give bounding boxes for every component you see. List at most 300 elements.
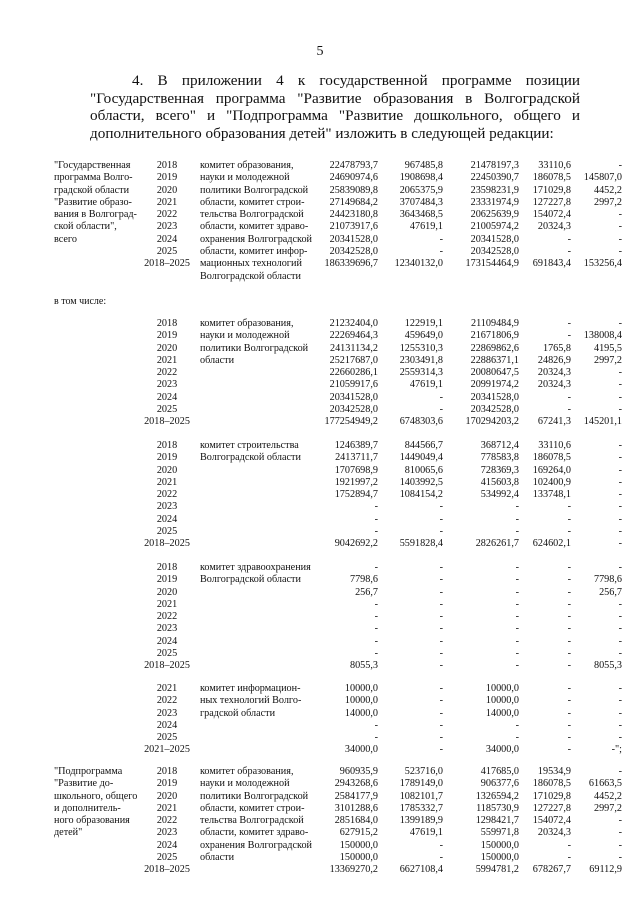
federal-column-cell: 2065375,9 bbox=[399, 184, 443, 196]
federal-column-cell: 810065,6 bbox=[404, 464, 443, 476]
executor-name-cell: мационных технологий bbox=[200, 258, 302, 270]
year-column-cell: 2021 bbox=[156, 683, 178, 694]
local-column-cell: 691843,4 bbox=[532, 258, 571, 270]
total-column bbox=[300, 766, 378, 877]
regional-column-cell: 170294203,2 bbox=[465, 416, 519, 428]
federal-column-cell: 2303491,8 bbox=[399, 354, 443, 366]
extrabudget-column-cell: 256,7 bbox=[599, 586, 622, 598]
extrabudget-column-cell: - bbox=[618, 318, 622, 329]
local-column-cell: - bbox=[567, 623, 571, 635]
local-column-cell: 20324,3 bbox=[537, 827, 571, 839]
year-column-cell: 2022 bbox=[156, 611, 178, 623]
extrabudget-column-cell: - bbox=[618, 839, 622, 851]
federal-column-cell: 47619,1 bbox=[409, 379, 443, 391]
extrabudget-column-cell: - bbox=[618, 513, 622, 525]
extrabudget-column bbox=[568, 440, 622, 551]
local-column-cell: 678267,7 bbox=[532, 864, 571, 876]
total-column-cell: 20342528,0 bbox=[329, 404, 378, 416]
local-column-cell: 19534,9 bbox=[537, 766, 571, 777]
executor-name-cell: области, комитет строи- bbox=[200, 196, 305, 208]
regional-column-cell: - bbox=[515, 635, 519, 647]
local-column-cell: 169264,0 bbox=[532, 464, 571, 476]
total-column-cell: - bbox=[374, 501, 378, 513]
executor-name-cell: области, комитет строи- bbox=[200, 802, 305, 814]
federal-column-cell: 1789149,0 bbox=[399, 778, 443, 790]
executor-name-cell: градской области bbox=[200, 707, 276, 719]
local-column-cell: - bbox=[567, 501, 571, 513]
total-column-cell: 186339696,7 bbox=[324, 258, 378, 270]
federal-column-cell: - bbox=[439, 635, 443, 647]
total-column bbox=[300, 683, 378, 757]
year-column-cell: 2022 bbox=[156, 209, 178, 221]
local-column bbox=[518, 562, 571, 673]
regional-column-cell: 728369,3 bbox=[480, 464, 519, 476]
regional-column bbox=[443, 318, 519, 429]
total-column-cell: 1752894,7 bbox=[334, 489, 378, 501]
federal-column-cell: 3643468,5 bbox=[399, 209, 443, 221]
federal-column-cell: - bbox=[439, 391, 443, 403]
total-column-cell: 1707698,9 bbox=[334, 464, 378, 476]
program-name-cell: "Развитие до- bbox=[54, 778, 114, 790]
executor-name-cell: науки и молодежной bbox=[200, 330, 290, 342]
intro-paragraph: 4. В приложении 4 к государственной программе позиции "Государственная программа "Развитие образования в Волгоградской области, всего" и "Подпрограмма "Развитие дошкольного, общего и дополнительного образования детей" изложить в следующей редакции: bbox=[90, 72, 580, 142]
year-column-cell: 2023 bbox=[156, 501, 178, 513]
regional-column-cell: 23598231,9 bbox=[470, 184, 519, 196]
total-column-cell: 177254949,2 bbox=[324, 416, 378, 428]
federal-column-cell: - bbox=[439, 744, 443, 756]
extrabudget-column-cell: - bbox=[618, 695, 622, 707]
total-column-cell: 22269464,3 bbox=[329, 330, 378, 342]
extrabudget-column-cell: 2997,2 bbox=[593, 802, 622, 814]
federal-column-cell: 1399189,9 bbox=[399, 815, 443, 827]
extrabudget-column-cell: - bbox=[618, 160, 622, 171]
executor-name-cell: комитет здравоохранения bbox=[200, 562, 311, 573]
regional-column-cell: 22450390,7 bbox=[470, 172, 519, 184]
year-column-cell: 2018–2025 bbox=[144, 660, 190, 672]
total-column-cell: - bbox=[374, 562, 378, 573]
year-column-cell: 2018 bbox=[156, 440, 178, 451]
extrabudget-column bbox=[568, 683, 622, 757]
regional-column-cell: 5994781,2 bbox=[475, 864, 519, 876]
executor-name-cell: охранения Волгоградской bbox=[200, 233, 312, 245]
year-column-cell: 2018–2025 bbox=[144, 538, 190, 550]
local-column-cell: 624602,1 bbox=[532, 538, 571, 550]
total-column-cell: 150000,0 bbox=[339, 839, 378, 851]
extrabudget-column-cell: - bbox=[618, 464, 622, 476]
year-column-cell: 2019 bbox=[156, 330, 178, 342]
extrabudget-column-cell: - bbox=[618, 815, 622, 827]
extrabudget-column-cell: 4452,2 bbox=[593, 184, 622, 196]
year-column-cell: 2025 bbox=[156, 852, 178, 864]
federal-column bbox=[380, 683, 443, 757]
year-column-cell: 2018–2025 bbox=[144, 258, 190, 270]
extrabudget-column-cell: - bbox=[618, 766, 622, 777]
year-column-cell: 2021–2025 bbox=[144, 744, 190, 756]
federal-column-cell: - bbox=[439, 526, 443, 538]
local-column-cell: - bbox=[567, 513, 571, 525]
regional-column-cell: 415603,8 bbox=[480, 476, 519, 488]
federal-column-cell: - bbox=[439, 562, 443, 573]
year-column-cell: 2023 bbox=[156, 827, 178, 839]
extrabudget-column-cell: 2997,2 bbox=[593, 196, 622, 208]
local-column bbox=[518, 160, 571, 271]
regional-column-cell: 20342528,0 bbox=[470, 246, 519, 258]
executor-name-cell: области bbox=[200, 852, 235, 864]
executor-name-cell: комитет образования, bbox=[200, 318, 294, 329]
federal-column-cell: - bbox=[439, 233, 443, 245]
local-column-cell: - bbox=[567, 586, 571, 598]
total-column bbox=[300, 440, 378, 551]
total-column-cell: 13369270,2 bbox=[329, 864, 378, 876]
federal-column bbox=[380, 160, 443, 271]
extrabudget-column-cell: - bbox=[618, 852, 622, 864]
total-column-cell: 2413711,7 bbox=[335, 452, 378, 464]
year-column-cell: 2024 bbox=[156, 719, 178, 731]
extrabudget-column-cell: - bbox=[618, 598, 622, 610]
year-column-cell: 2020 bbox=[156, 184, 178, 196]
total-column bbox=[300, 318, 378, 429]
local-column-cell: - bbox=[567, 246, 571, 258]
local-column-cell: - bbox=[567, 719, 571, 731]
executor-name-cell: ных технологий Волго- bbox=[200, 695, 302, 707]
executor-name-cell: области bbox=[200, 354, 235, 366]
total-column-cell: 22478793,7 bbox=[329, 160, 378, 171]
local-column bbox=[518, 440, 571, 551]
total-column-cell: 34000,0 bbox=[344, 744, 378, 756]
local-column-cell: 186078,5 bbox=[532, 452, 571, 464]
regional-column-cell: 14000,0 bbox=[485, 707, 519, 719]
program-name-cell: "Развитие образо- bbox=[54, 196, 132, 208]
federal-column-cell: - bbox=[439, 695, 443, 707]
total-column-cell: 21232404,0 bbox=[329, 318, 378, 329]
executor-name-cell: Волгоградской области bbox=[200, 574, 301, 586]
program-name-cell: "Подпрограмма bbox=[54, 766, 123, 777]
year-column-cell: 2023 bbox=[156, 379, 178, 391]
regional-column-cell: - bbox=[515, 586, 519, 598]
regional-column-cell: 20341528,0 bbox=[470, 233, 519, 245]
regional-column bbox=[443, 766, 519, 877]
extrabudget-column-cell: - bbox=[618, 367, 622, 379]
local-column-cell: 20324,3 bbox=[537, 379, 571, 391]
regional-column bbox=[443, 440, 519, 551]
federal-column-cell: - bbox=[439, 246, 443, 258]
regional-column-cell: 21005974,2 bbox=[470, 221, 519, 233]
total-column-cell: - bbox=[374, 623, 378, 635]
regional-column-cell: 22869862,6 bbox=[470, 342, 519, 354]
year-column-cell: 2022 bbox=[156, 695, 178, 707]
regional-column-cell: - bbox=[515, 648, 519, 660]
federal-column bbox=[380, 318, 443, 429]
extrabudget-column-cell: 145201,1 bbox=[583, 416, 622, 428]
extrabudget-column-cell: - bbox=[618, 732, 622, 744]
local-column bbox=[518, 318, 571, 429]
regional-column-cell: 20625639,9 bbox=[470, 209, 519, 221]
federal-column-cell: - bbox=[439, 648, 443, 660]
federal-column-cell: 1403992,5 bbox=[399, 476, 443, 488]
year-column-cell: 2025 bbox=[156, 648, 178, 660]
total-column-cell: 7798,6 bbox=[349, 574, 378, 586]
year-column-cell: 2020 bbox=[156, 790, 178, 802]
local-column-cell: 127227,8 bbox=[532, 802, 571, 814]
federal-column-cell: - bbox=[439, 839, 443, 851]
regional-column-cell: - bbox=[515, 719, 519, 731]
federal-column-cell: 844566,7 bbox=[404, 440, 443, 451]
year-column-cell: 2024 bbox=[156, 513, 178, 525]
local-column-cell: - bbox=[567, 611, 571, 623]
year-column-cell: 2023 bbox=[156, 221, 178, 233]
program-name bbox=[54, 766, 154, 840]
extrabudget-column-cell: 145807,0 bbox=[583, 172, 622, 184]
local-column-cell: 171029,8 bbox=[532, 184, 571, 196]
local-column-cell: 133748,1 bbox=[532, 489, 571, 501]
regional-column-cell: 10000,0 bbox=[485, 695, 519, 707]
total-column-cell: - bbox=[374, 648, 378, 660]
extrabudget-column-cell: 153256,4 bbox=[583, 258, 622, 270]
total-column-cell: 2851684,0 bbox=[334, 815, 378, 827]
federal-column bbox=[380, 562, 443, 673]
regional-column-cell: - bbox=[515, 611, 519, 623]
local-column bbox=[518, 683, 571, 757]
extrabudget-column-cell: - bbox=[618, 611, 622, 623]
local-column-cell: 154072,4 bbox=[532, 209, 571, 221]
extrabudget-column-cell: - bbox=[618, 707, 622, 719]
local-column-cell: - bbox=[567, 526, 571, 538]
total-column-cell: 27149684,2 bbox=[329, 196, 378, 208]
year-column-cell: 2022 bbox=[156, 367, 178, 379]
regional-column-cell: 21671806,9 bbox=[470, 330, 519, 342]
extrabudget-column-cell: - bbox=[618, 404, 622, 416]
extrabudget-column bbox=[568, 160, 622, 271]
executor-name-cell: политики Волгоградской bbox=[200, 342, 309, 354]
extrabudget-column bbox=[568, 318, 622, 429]
executor-name-cell: комитет образования, bbox=[200, 766, 294, 777]
extrabudget-column-cell: - bbox=[618, 683, 622, 694]
year-column bbox=[140, 160, 194, 271]
federal-column-cell: - bbox=[439, 611, 443, 623]
regional-column-cell: 534992,4 bbox=[480, 489, 519, 501]
year-column-cell: 2021 bbox=[156, 354, 178, 366]
executor-name-cell: науки и молодежной bbox=[200, 172, 290, 184]
regional-column-cell: 23331974,9 bbox=[470, 196, 519, 208]
federal-column-cell: 1255310,3 bbox=[399, 342, 443, 354]
federal-column-cell: - bbox=[439, 683, 443, 694]
regional-column-cell: - bbox=[515, 598, 519, 610]
extrabudget-column-cell: 138008,4 bbox=[583, 330, 622, 342]
extrabudget-column-cell: 4452,2 bbox=[593, 790, 622, 802]
federal-column-cell: 523716,0 bbox=[404, 766, 443, 777]
total-column-cell: - bbox=[374, 732, 378, 744]
regional-column-cell: - bbox=[515, 513, 519, 525]
year-column-cell: 2018–2025 bbox=[144, 864, 190, 876]
year-column-cell: 2021 bbox=[156, 476, 178, 488]
local-column-cell: - bbox=[567, 318, 571, 329]
regional-column-cell: 559971,8 bbox=[480, 827, 519, 839]
extrabudget-column-cell: 8055,3 bbox=[593, 660, 622, 672]
regional-column-cell: 1298421,7 bbox=[475, 815, 519, 827]
extrabudget-column-cell: 7798,6 bbox=[593, 574, 622, 586]
extrabudget-column-cell: - bbox=[618, 635, 622, 647]
total-column-cell: - bbox=[374, 719, 378, 731]
program-name-cell: "Государственная bbox=[54, 160, 131, 171]
local-column-cell: 20324,3 bbox=[537, 367, 571, 379]
local-column-cell: - bbox=[567, 635, 571, 647]
regional-column bbox=[443, 160, 519, 271]
regional-column-cell: 21109484,9 bbox=[470, 318, 519, 329]
program-name-cell: и дополнитель- bbox=[54, 802, 121, 814]
regional-column-cell: 150000,0 bbox=[480, 839, 519, 851]
total-column-cell: - bbox=[374, 635, 378, 647]
year-column-cell: 2024 bbox=[156, 635, 178, 647]
total-column-cell: 24131134,2 bbox=[329, 342, 378, 354]
extrabudget-column-cell: - bbox=[618, 246, 622, 258]
federal-column-cell: 1084154,2 bbox=[399, 489, 443, 501]
regional-column-cell: 22886371,1 bbox=[470, 354, 519, 366]
total-column-cell: 960935,9 bbox=[339, 766, 378, 777]
federal-column-cell: - bbox=[439, 707, 443, 719]
year-column-cell: 2019 bbox=[156, 452, 178, 464]
federal-column bbox=[380, 440, 443, 551]
year-column-cell: 2024 bbox=[156, 233, 178, 245]
regional-column-cell: - bbox=[515, 501, 519, 513]
year-column-cell: 2022 bbox=[156, 815, 178, 827]
local-column-cell: 102400,9 bbox=[532, 476, 571, 488]
local-column-cell: - bbox=[567, 391, 571, 403]
regional-column bbox=[443, 562, 519, 673]
total-column-cell: 150000,0 bbox=[339, 852, 378, 864]
year-column-cell: 2021 bbox=[156, 196, 178, 208]
local-column-cell: 171029,8 bbox=[532, 790, 571, 802]
page-number: 5 bbox=[316, 44, 324, 59]
total-column-cell: 20341528,0 bbox=[329, 391, 378, 403]
local-column-cell: - bbox=[567, 562, 571, 573]
total-column-cell: 20342528,0 bbox=[329, 246, 378, 258]
local-column-cell: - bbox=[567, 852, 571, 864]
year-column-cell: 2025 bbox=[156, 732, 178, 744]
year-column bbox=[140, 766, 194, 877]
total-column-cell: 21059917,6 bbox=[329, 379, 378, 391]
extrabudget-column-cell: - bbox=[618, 379, 622, 391]
total-column-cell: 10000,0 bbox=[344, 695, 378, 707]
subheading: в том числе: bbox=[54, 296, 107, 307]
federal-column-cell: - bbox=[439, 732, 443, 744]
extrabudget-column-cell: 69112,9 bbox=[589, 864, 622, 876]
year-column-cell: 2021 bbox=[156, 802, 178, 814]
federal-column-cell: 1449049,4 bbox=[399, 452, 443, 464]
total-column-cell: 1921997,2 bbox=[334, 476, 378, 488]
total-column-cell: 20341528,0 bbox=[329, 233, 378, 245]
local-column-cell: - bbox=[567, 330, 571, 342]
local-column-cell: 33110,6 bbox=[538, 440, 571, 451]
extrabudget-column-cell: - bbox=[618, 827, 622, 839]
total-column-cell: 22660286,1 bbox=[329, 367, 378, 379]
local-column-cell: - bbox=[567, 744, 571, 756]
year-column-cell: 2018–2025 bbox=[144, 416, 190, 428]
year-column-cell: 2018 bbox=[156, 766, 178, 777]
program-name-cell: детей" bbox=[54, 827, 83, 839]
total-column-cell: - bbox=[374, 598, 378, 610]
executor-name-cell: науки и молодежной bbox=[200, 778, 290, 790]
year-column bbox=[140, 683, 194, 757]
year-column-cell: 2024 bbox=[156, 839, 178, 851]
total-column-cell: - bbox=[374, 513, 378, 525]
extrabudget-column-cell: - bbox=[618, 221, 622, 233]
extrabudget-column bbox=[568, 766, 622, 877]
program-name-cell: градской области bbox=[54, 184, 130, 196]
program-name-cell: ской области", bbox=[54, 221, 117, 233]
year-column-cell: 2025 bbox=[156, 404, 178, 416]
executor-name-cell: политики Волгоградской bbox=[200, 790, 309, 802]
extrabudget-column-cell: - bbox=[618, 391, 622, 403]
regional-column-cell: 417685,0 bbox=[480, 766, 519, 777]
federal-column-cell: - bbox=[439, 586, 443, 598]
regional-column-cell: - bbox=[515, 574, 519, 586]
executor-name-cell: области, комитет здраво- bbox=[200, 221, 309, 233]
extrabudget-column-cell: - bbox=[618, 538, 622, 550]
program-name-cell: ного образования bbox=[54, 815, 130, 827]
federal-column-cell: 47619,1 bbox=[409, 827, 443, 839]
local-column-cell: - bbox=[567, 707, 571, 719]
total-column-cell: - bbox=[374, 526, 378, 538]
total-column-cell: 25217687,0 bbox=[329, 354, 378, 366]
total-column bbox=[300, 562, 378, 673]
local-column bbox=[518, 766, 571, 877]
federal-column-cell: 12340132,0 bbox=[394, 258, 443, 270]
regional-column-cell: 20341528,0 bbox=[470, 391, 519, 403]
regional-column-cell: 20342528,0 bbox=[470, 404, 519, 416]
total-column bbox=[300, 160, 378, 271]
federal-column-cell: - bbox=[439, 852, 443, 864]
total-column-cell: 3101288,6 bbox=[334, 802, 378, 814]
year-column-cell: 2025 bbox=[156, 526, 178, 538]
extrabudget-column-cell: 61663,5 bbox=[588, 778, 622, 790]
local-column-cell: 186078,5 bbox=[532, 778, 571, 790]
local-column-cell: 127227,8 bbox=[532, 196, 571, 208]
year-column bbox=[140, 562, 194, 673]
regional-column-cell: 1185730,9 bbox=[476, 802, 519, 814]
federal-column-cell: 6748303,6 bbox=[399, 416, 443, 428]
federal-column-cell: 967485,8 bbox=[404, 160, 443, 171]
extrabudget-column-cell: - bbox=[618, 648, 622, 660]
year-column-cell: 2018 bbox=[156, 160, 178, 171]
executor-name-cell: Волгоградской области bbox=[200, 270, 301, 282]
year-column-cell: 2021 bbox=[156, 598, 178, 610]
extrabudget-column-cell: - bbox=[618, 562, 622, 573]
regional-column-cell: 21478197,3 bbox=[470, 160, 519, 171]
local-column-cell: 67241,3 bbox=[537, 416, 571, 428]
total-column-cell: 256,7 bbox=[355, 586, 378, 598]
total-column-cell: 1246389,7 bbox=[334, 440, 378, 451]
executor-name-cell: области, комитет здраво- bbox=[200, 827, 309, 839]
local-column-cell: - bbox=[567, 683, 571, 694]
federal-column-cell: - bbox=[439, 404, 443, 416]
extrabudget-column-cell: - bbox=[618, 623, 622, 635]
federal-column-cell: - bbox=[439, 513, 443, 525]
year-column-cell: 2020 bbox=[156, 586, 178, 598]
local-column-cell: 186078,5 bbox=[532, 172, 571, 184]
year-column-cell: 2019 bbox=[156, 574, 178, 586]
executor-name-cell: комитет образования, bbox=[200, 160, 294, 171]
total-column-cell: - bbox=[374, 611, 378, 623]
total-column-cell: 10000,0 bbox=[344, 683, 378, 694]
regional-column-cell: - bbox=[515, 562, 519, 573]
executor-name-cell: политики Волгоградской bbox=[200, 184, 309, 196]
local-column-cell: - bbox=[567, 695, 571, 707]
federal-column-cell: 1082101,7 bbox=[399, 790, 443, 802]
extrabudget-column-cell: 2997,2 bbox=[593, 354, 622, 366]
federal-column-cell: 3707484,3 bbox=[399, 196, 443, 208]
federal-column-cell: 122919,1 bbox=[404, 318, 443, 329]
local-column-cell: - bbox=[567, 839, 571, 851]
